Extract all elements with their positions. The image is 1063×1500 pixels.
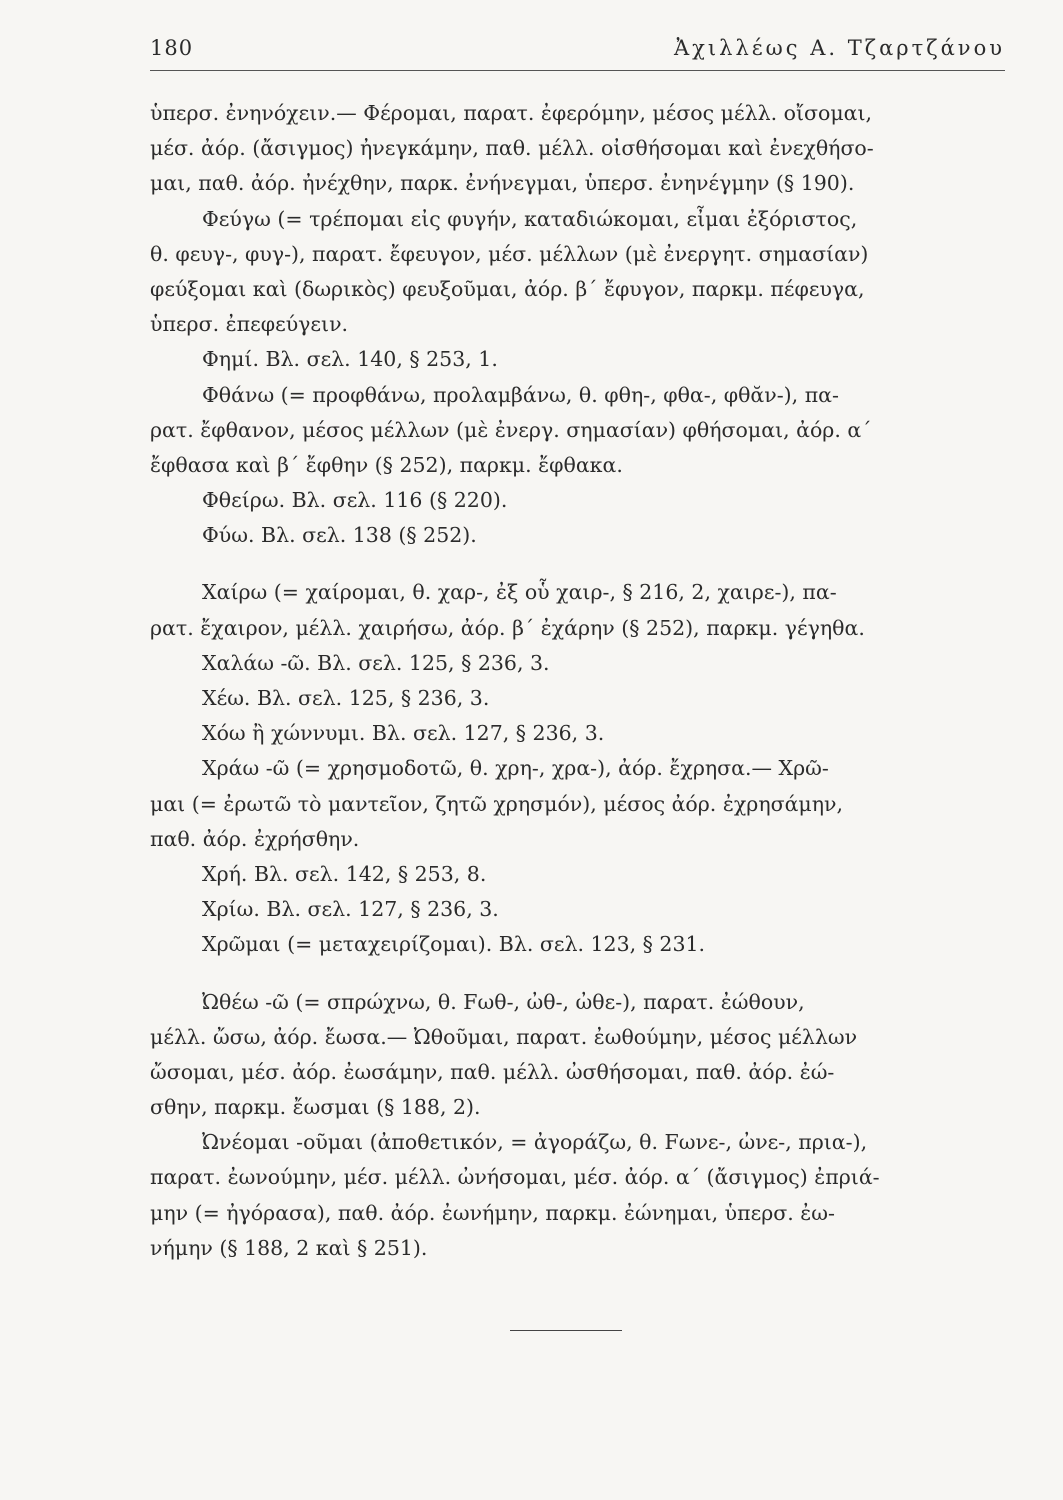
text-line: ὑπερσ. ἐνηνόχειν.— Φέρομαι, παρατ. ἐφερόμην, μέσος μέλλ. οἴσομαι,	[150, 101, 873, 125]
section-gap	[150, 553, 1005, 575]
end-rule	[510, 1330, 622, 1331]
entry-chre: Χρή. Βλ. σελ. 142, § 253, 8.	[202, 861, 487, 886]
text-line: ἔφθασα καὶ β΄ ἔφθην (§ 252), παρκμ. ἔφθακα.	[150, 452, 623, 477]
entry-cheo: Χέω. Βλ. σελ. 125, § 236, 3.	[202, 686, 490, 710]
entry-chrio: Χρίω. Βλ. σελ. 127, § 236, 3.	[202, 897, 499, 922]
entry-choo: Χόω ἢ χώννυμι. Βλ. σελ. 127, § 236, 3.	[202, 721, 605, 746]
entry-chrao: Χράω -ῶ (= χρησμοδοτῶ, θ. χρη-, χρα-), ἀόρ. ἔχρησα.— Χρῶ-	[202, 756, 829, 781]
text-line: ὑπερσ. ἐπεφεύγειν.	[150, 312, 349, 337]
entry-chalao: Χαλάω -ῶ. Βλ. σελ. 125, § 236, 3.	[202, 650, 550, 675]
entry-chromai: Χρῶμαι (= μεταχειρίζομαι). Βλ. σελ. 123, § 231.	[202, 932, 706, 957]
entry-phemi: Φημί. Βλ. σελ. 140, § 253, 1.	[202, 347, 498, 372]
text-line: θ. φευγ-, φυγ-), παρατ. ἔφευγον, μέσ. μέλλων (μὲ ἐνεργητ. σημασίαν)	[150, 241, 869, 266]
page-header	[150, 36, 1005, 71]
entry-phthano: Φθάνω (= προφθάνω, προλαμβάνω, θ. φθη-, φθα-, φθᾰν-), πα-	[202, 382, 839, 407]
text-line: παρατ. ἐωνούμην, μέσ. μέλλ. ὠνήσομαι, μέσ. ἀόρ. α΄ (ἄσιγμος) ἐπριά-	[150, 1165, 880, 1190]
entry-chairo: Χαίρω (= χαίρομαι, θ. χαρ-, ἐξ οὗ χαιρ-, § 216, 2, χαιρε-), πα-	[202, 580, 837, 605]
page-number: 180	[150, 36, 194, 60]
text-line: σθην, παρκμ. ἔωσμαι (§ 188, 2).	[150, 1095, 481, 1120]
running-head: Ἀχιλλέως Α. Τζαρτζάνου	[674, 36, 1005, 60]
entry-otheo: Ὠθέω -ῶ (= σπρώχνω, θ. Fωθ-, ὠθ-, ὠθε-), παρατ. ἐώθουν,	[202, 989, 805, 1014]
text-line: παθ. ἀόρ. ἐχρήσθην.	[150, 826, 360, 851]
text-line: ρατ. ἔχαιρον, μέλλ. χαιρήσω, ἀόρ. β΄ ἐχάρην (§ 252), παρκμ. γέγηθα.	[150, 615, 865, 640]
text-line: νήμην (§ 188, 2 καὶ § 251).	[150, 1235, 428, 1260]
text-line: μην (= ἠγόρασα), παθ. ἀόρ. ἐωνήμην, παρκμ. ἐώνημαι, ὑπερσ. ἐω-	[150, 1200, 835, 1225]
text-line: φεύξομαι καὶ (δωρικὸς) φευξοῦμαι, ἀόρ. β΄ ἔφυγον, παρκμ. πέφευγα,	[150, 276, 865, 301]
text-line: μαι (= ἐρωτῶ τὸ μαντεῖον, ζητῶ χρησμόν), μέσος ἀόρ. ἐχρησάμην,	[150, 791, 844, 816]
text-line: μαι, παθ. ἀόρ. ἠνέχθην, παρκ. ἐνήνεγμαι, ὑπερσ. ἐνηνέγμην (§ 190).	[150, 171, 855, 196]
text-line: ρατ. ἔφθανον, μέσος μέλλων (μὲ ἐνεργ. σημασίαν) φθήσομαι, ἀόρ. α΄	[150, 417, 872, 442]
entry-phyo: Φύω. Βλ. σελ. 138 (§ 252).	[202, 523, 477, 548]
text-line: μέλλ. ὤσω, ἀόρ. ἔωσα.— Ὠθοῦμαι, παρατ. ἐωθούμην, μέσος μέλλων	[150, 1024, 858, 1049]
entry-oneomai: Ὠνέομαι -οῦμαι (ἀποθετικόν, = ἀγοράζω, θ. Fωνε-, ὠνε-, πρια-),	[202, 1130, 868, 1155]
text-line: ὤσομαι, μέσ. ἀόρ. ἐωσάμην, παθ. μέλλ. ὠσθήσομαι, παθ. ἀόρ. ἐώ-	[150, 1059, 835, 1084]
entry-phtheiro: Φθείρω. Βλ. σελ. 116 (§ 220).	[202, 488, 508, 513]
text-line: μέσ. ἀόρ. (ἄσιγμος) ἠνεγκάμην, παθ. μέλλ. οἰσθήσομαι καὶ ἐνεχθήσο-	[150, 136, 874, 161]
section-gap	[150, 963, 1005, 985]
entry-pheugo: Φεύγω (= τρέπομαι εἰς φυγήν, καταδιώκομαι, εἶμαι ἐξόριστος,	[202, 206, 858, 231]
page-body	[150, 96, 1005, 1266]
